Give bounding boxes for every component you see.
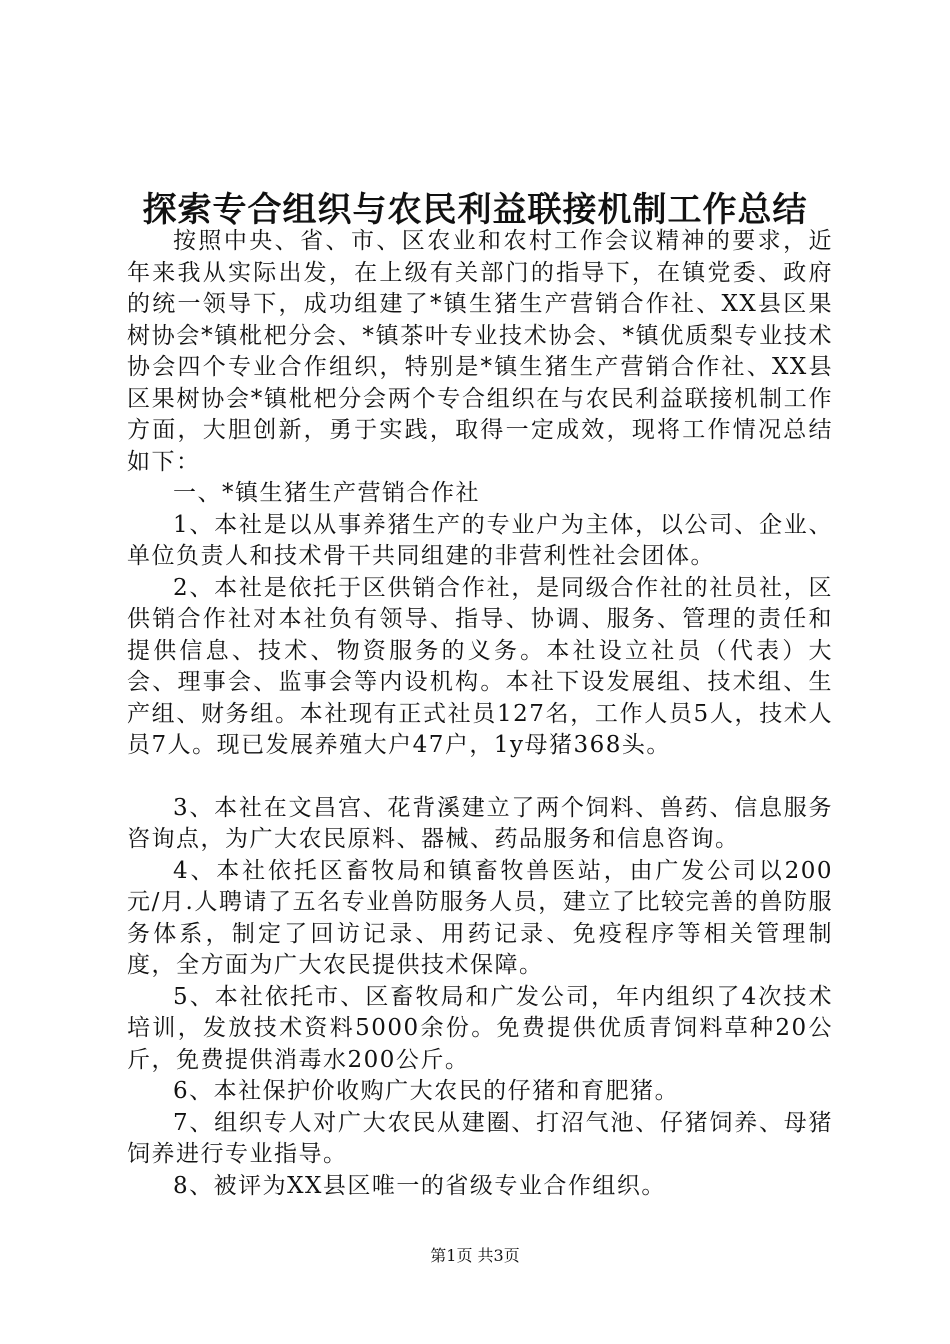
intro-paragraph: 按照中央、省、市、区农业和农村工作会议精神的要求，近年来我从实际出发，在上级有关部门的指导下，在镇党委、政府的统一领导下，成功组建了*镇生猪生产营销合作社、XX县区果树协会*镇枇杷分会、*镇茶叶专业技术协会、*镇优质梨专业技术协会四个专业合作组织，特别是*镇生猪生产营销合作社、XX县区果树协会*镇枇杷分会两个专合组织在与农民利益联接机制工作方面，大胆创新，勇于实践，取得一定成效，现将工作情况总结如下：: [127, 228, 833, 475]
document-title: 探索专合组织与农民利益联接机制工作总结: [142, 190, 808, 230]
item-paragraph-5: 5、本社依托市、区畜牧局和广发公司，年内组织了4次技术培训，发放技术资料5000余份。免费提供优质青饲料草种20公斤，免费提供消毒水200公斤。: [127, 983, 833, 1073]
section-heading: 一、*镇生猪生产营销合作社: [173, 480, 480, 506]
item-paragraph-8: 8、被评为XX县区唯一的省级专业合作组织。: [173, 1172, 666, 1199]
item-paragraph-7: 7、组织专人对广大农民从建圈、打沼气池、仔猪饲养、母猪饲养进行专业指导。: [127, 1109, 833, 1167]
item-paragraph-2: 2、本社是依托于区供销合作社，是同级合作社的社员社，区供销合作社对本社负有领导、指导、协调、服务、管理的责任和提供信息、技术、物资服务的义务。本社设立社员（代表）大会、理事会、监事会等内设机构。本社下设发展组、技术组、生产组、财务组。本社现有正式社员127名，工作人员5人，技术人员7人。现已发展养殖大户47户，1y母猪368头。: [127, 574, 833, 758]
page-footer: 第1页 共3页: [430, 1246, 520, 1265]
item-paragraph-6: 6、本社保护价收购广大农民的仔猪和育肥猪。: [173, 1078, 680, 1104]
item-paragraph-4: 4、本社依托区畜牧局和镇畜牧兽医站，由广发公司以200元/月.人聘请了五名专业兽防服务人员，建立了比较完善的兽防服务体系，制定了回访记录、用药记录、免疫程序等相关管理制度，全方面为广大农民提供技术保障。: [127, 857, 833, 978]
item-paragraph-1: 1、本社是以从事养猪生产的专业户为主体，以公司、企业、单位负责人和技术骨干共同组建的非营利性社会团体。: [127, 511, 833, 569]
item-paragraph-3: 3、本社在文昌宫、花背溪建立了两个饲料、兽药、信息服务咨询点，为广大农民原料、器械、药品服务和信息咨询。: [127, 794, 833, 852]
document-body: [127, 226, 833, 1202]
